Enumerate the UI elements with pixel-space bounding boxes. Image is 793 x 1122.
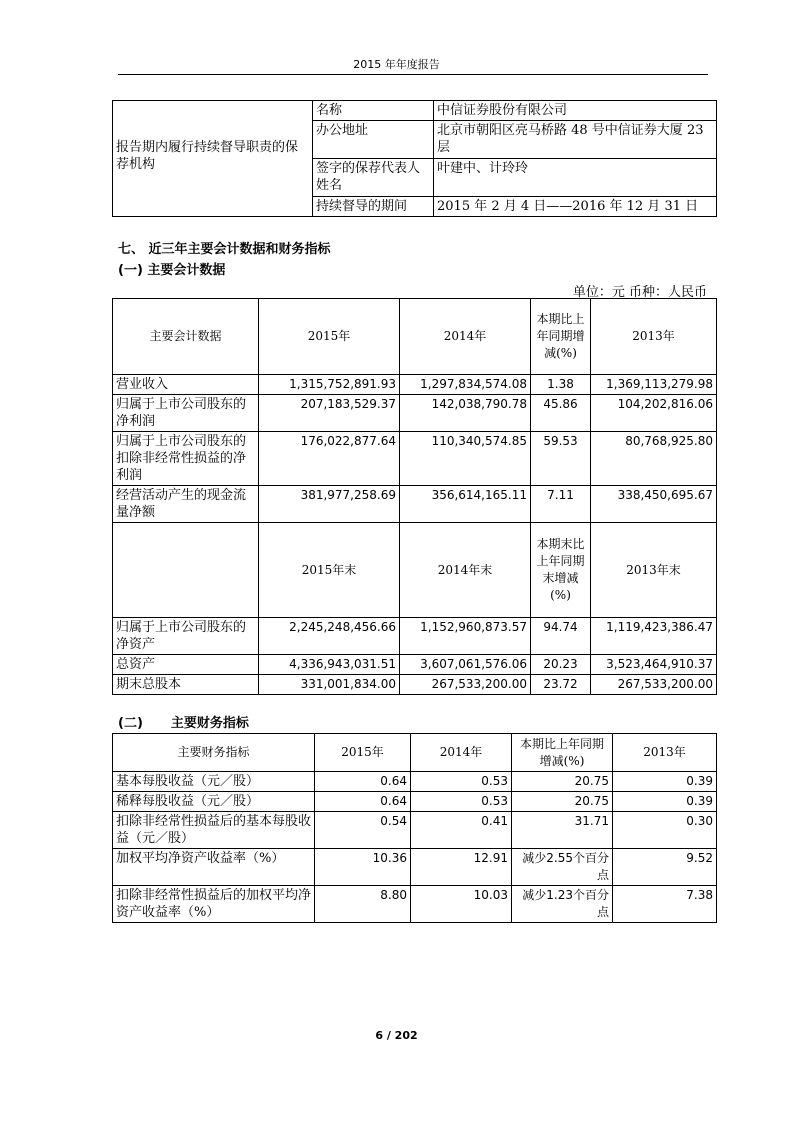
table-row [113, 849, 717, 886]
cell: 0.39 [613, 772, 717, 792]
cell: 9.52 [613, 849, 717, 886]
cell: 356,614,165.11 [400, 486, 531, 523]
cell: 4,336,943,031.51 [259, 655, 400, 675]
col-header: 本期比上年同期增减(%) [512, 734, 613, 772]
cell: 31.71 [512, 812, 613, 849]
cell: 2,245,248,456.66 [259, 618, 400, 655]
table-row [113, 432, 717, 486]
col-header: 主要财务指标 [113, 734, 315, 772]
row-label: 总资产 [113, 655, 259, 675]
col-header: 2013年 [591, 299, 717, 375]
cell: 80,768,925.80 [591, 432, 717, 486]
row-label: 经营活动产生的现金流量净额 [113, 486, 259, 523]
table-row [113, 618, 717, 655]
cell: 10.03 [411, 886, 512, 923]
subsection-title-2 [118, 712, 249, 731]
unit-note: 单位：元 币种：人民币 [572, 285, 707, 300]
cell: 0.39 [613, 792, 717, 812]
row-label: 稀释每股收益（元／股） [113, 792, 315, 812]
cell: 1.38 [531, 375, 591, 395]
cell: 1,119,423,386.47 [591, 618, 717, 655]
cell: 104,202,816.06 [591, 395, 717, 432]
table-row [113, 395, 717, 432]
cell: 减少1.23个百分点 [512, 886, 613, 923]
row-label: 期末总股本 [113, 675, 259, 695]
cell: 110,340,574.85 [400, 432, 531, 486]
subsection-number: (二) [118, 716, 143, 731]
cell: 1,297,834,574.08 [400, 375, 531, 395]
cell: 267,533,200.00 [591, 675, 717, 695]
cell: 7.38 [613, 886, 717, 923]
col-header: 2014年 [411, 734, 512, 772]
subsection-title: (一) 主要会计数据 [118, 263, 226, 278]
row-label: 归属于上市公司股东的净利润 [113, 395, 259, 432]
cell: 12.91 [411, 849, 512, 886]
table-row [113, 772, 717, 792]
sponsor-key: 签字的保荐代表人姓名 [313, 159, 434, 197]
sponsor-value: 2015 年 2 月 4 日——2016 年 12 月 31 日 [434, 197, 717, 217]
accounting-table [112, 298, 717, 695]
row-label: 营业收入 [113, 375, 259, 395]
cell: 59.53 [531, 432, 591, 486]
cell: 0.64 [315, 772, 411, 792]
cell: 0.53 [411, 792, 512, 812]
cell: 338,450,695.67 [591, 486, 717, 523]
table-row [113, 675, 717, 695]
sponsor-key: 持续督导的期间 [313, 197, 434, 217]
row-label: 归属于上市公司股东的净资产 [113, 618, 259, 655]
cell: 0.53 [411, 772, 512, 792]
sponsor-key: 办公地址 [313, 121, 434, 159]
cell: 381,977,258.69 [259, 486, 400, 523]
col-header: 2013年 [613, 734, 717, 772]
table-row [113, 486, 717, 523]
cell: 45.86 [531, 395, 591, 432]
cell: 23.72 [531, 675, 591, 695]
cell: 331,001,834.00 [259, 675, 400, 695]
sponsor-label: 报告期内履行持续督导职责的保荐机构 [113, 101, 313, 217]
cell: 1,369,113,279.98 [591, 375, 717, 395]
col-header: 本期比上年同期增减(%) [531, 299, 591, 375]
cell: 3,523,464,910.37 [591, 655, 717, 675]
cell: 0.54 [315, 812, 411, 849]
col-header: 2014年 [400, 299, 531, 375]
cell: 142,038,790.78 [400, 395, 531, 432]
col-header: 2015年 [315, 734, 411, 772]
cell: 3,607,061,576.06 [400, 655, 531, 675]
sponsor-value: 北京市朝阳区亮马桥路 48 号中信证券大厦 23 层 [434, 121, 717, 159]
col-header: 2015年 [259, 299, 400, 375]
cell: 10.36 [315, 849, 411, 886]
cell: 267,533,200.00 [400, 675, 531, 695]
sponsor-table [112, 100, 717, 217]
cell: 20.75 [512, 772, 613, 792]
row-label: 归属于上市公司股东的扣除非经常性损益的净利润 [113, 432, 259, 486]
section-title: 七、 近三年主要会计数据和财务指标 [118, 242, 331, 257]
col-header: 主要会计数据 [113, 299, 259, 375]
table-row [113, 655, 717, 675]
cell: 1,315,752,891.93 [259, 375, 400, 395]
cell: 0.30 [613, 812, 717, 849]
cell: 207,183,529.37 [259, 395, 400, 432]
col-header [113, 523, 259, 618]
table-row [113, 812, 717, 849]
financial-table [112, 733, 717, 923]
cell: 20.23 [531, 655, 591, 675]
sponsor-key: 名称 [313, 101, 434, 121]
cell: 1,152,960,873.57 [400, 618, 531, 655]
sponsor-value: 中信证券股份有限公司 [434, 101, 717, 121]
row-label: 加权平均净资产收益率（%） [113, 849, 315, 886]
header-divider [118, 74, 708, 75]
cell: 减少2.55个百分点 [512, 849, 613, 886]
cell: 0.41 [411, 812, 512, 849]
row-label: 扣除非经常性损益后的基本每股收益（元／股） [113, 812, 315, 849]
col-header: 2015年末 [259, 523, 400, 618]
table-row [113, 792, 717, 812]
sponsor-value: 叶建中、计玲玲 [434, 159, 717, 197]
cell: 8.80 [315, 886, 411, 923]
subsection-text: 主要财务指标 [170, 716, 249, 731]
cell: 20.75 [512, 792, 613, 812]
cell: 94.74 [531, 618, 591, 655]
cell: 7.11 [531, 486, 591, 523]
page-number: 6 / 202 [375, 1029, 418, 1042]
col-header: 2014年末 [400, 523, 531, 618]
row-label: 扣除非经常性损益后的加权平均净资产收益率（%） [113, 886, 315, 923]
cell: 176,022,877.64 [259, 432, 400, 486]
table-row [113, 375, 717, 395]
col-header: 2013年末 [591, 523, 717, 618]
row-label: 基本每股收益（元／股） [113, 772, 315, 792]
col-header: 本期末比上年同期末增减(%) [531, 523, 591, 618]
page-header: 2015 年年度报告 [353, 58, 440, 71]
cell: 0.64 [315, 792, 411, 812]
table-row [113, 886, 717, 923]
